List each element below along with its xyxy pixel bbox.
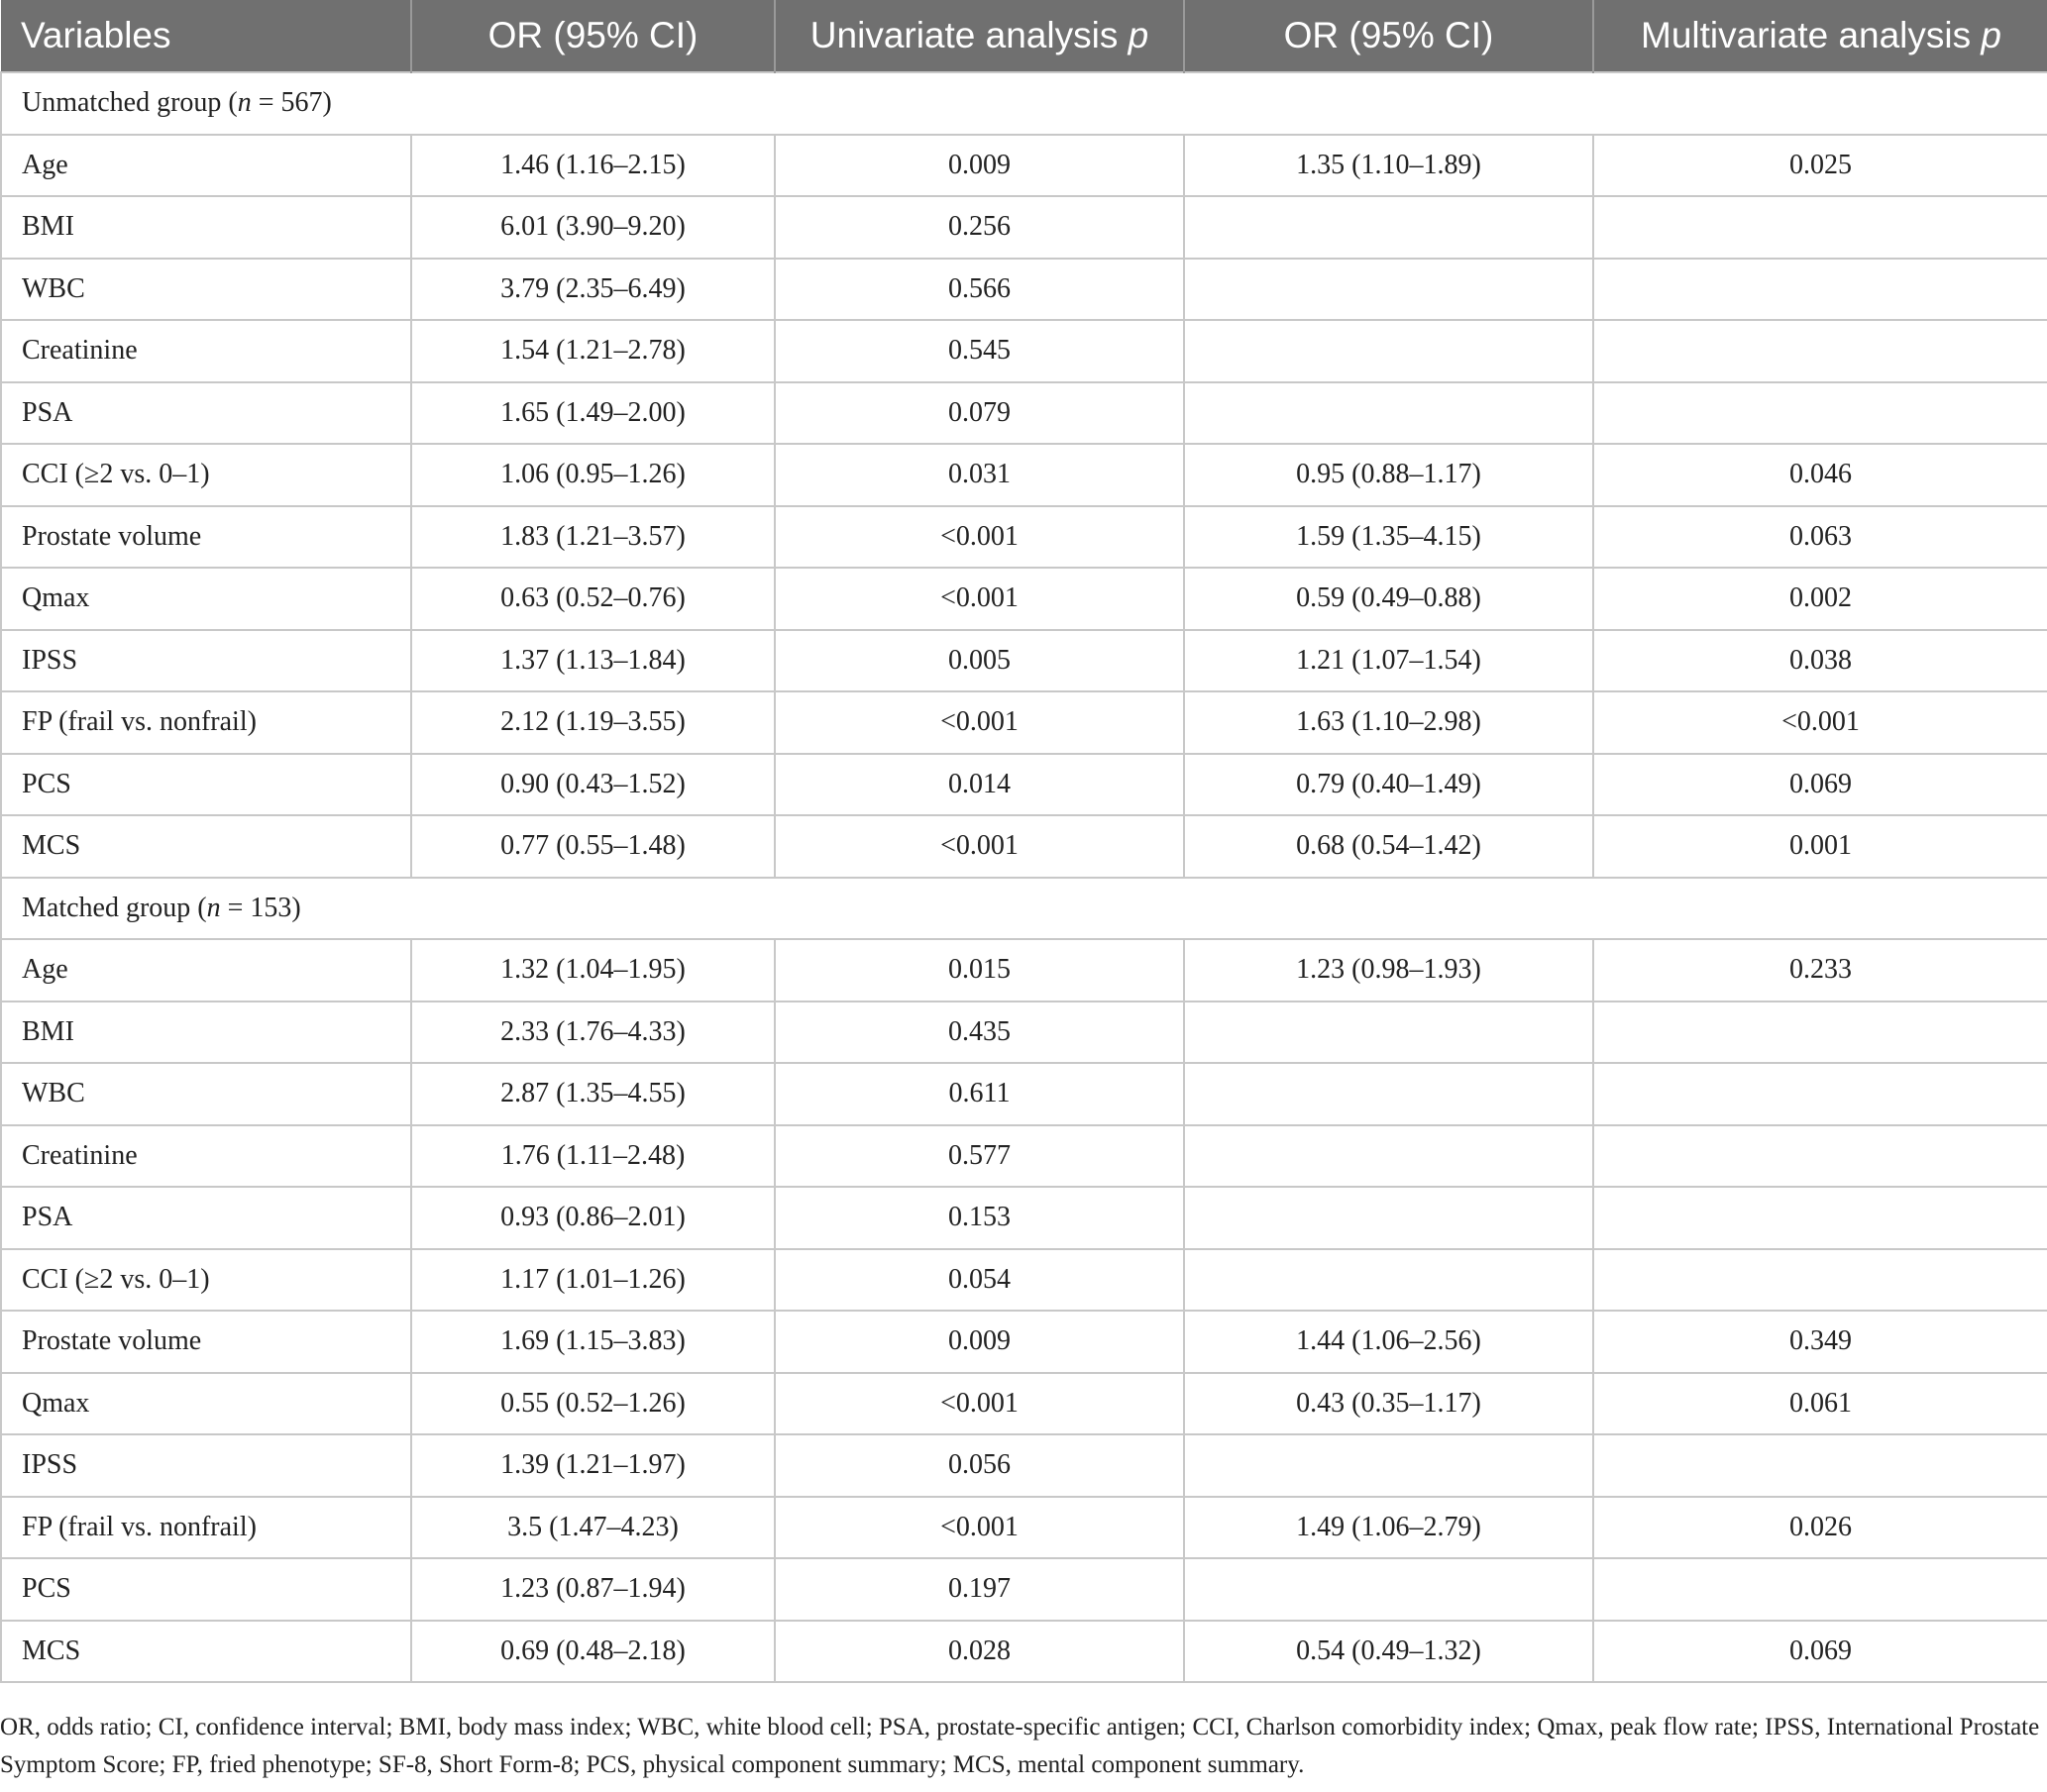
header-univariate-label: Univariate analysis [809,15,1119,55]
cell-p-multivariate: 0.025 [1593,135,2047,197]
cell-or-univariate: 1.06 (0.95–1.26) [411,444,775,506]
cell-or-multivariate [1184,1063,1593,1125]
group-label [1,72,2047,135]
cell-or-multivariate: 0.43 (0.35–1.17) [1184,1373,1593,1435]
cell-variable: Creatinine [1,1125,411,1188]
cell-variable: Creatinine [1,320,411,382]
cell-or-univariate: 0.69 (0.48–2.18) [411,1621,775,1683]
table-header [1,0,2047,72]
table-row [1,754,2047,816]
cell-p-univariate: 0.079 [775,382,1184,445]
cell-variable: Age [1,939,411,1001]
cell-p-multivariate: 0.069 [1593,754,2047,816]
cell-or-univariate: 1.69 (1.15–3.83) [411,1311,775,1373]
cell-or-univariate: 1.23 (0.87–1.94) [411,1558,775,1621]
cell-p-univariate: 0.014 [775,754,1184,816]
cell-or-multivariate: 0.54 (0.49–1.32) [1184,1621,1593,1683]
cell-or-multivariate: 0.59 (0.49–0.88) [1184,568,1593,630]
cell-p-multivariate [1593,1125,2047,1188]
cell-p-univariate: 0.015 [775,939,1184,1001]
cell-or-multivariate [1184,1249,1593,1312]
cell-or-univariate: 1.83 (1.21–3.57) [411,506,775,569]
cell-or-multivariate: 0.79 (0.40–1.49) [1184,754,1593,816]
cell-or-univariate: 3.5 (1.47–4.23) [411,1497,775,1559]
cell-or-multivariate [1184,1558,1593,1621]
cell-p-univariate: 0.056 [775,1434,1184,1497]
cell-variable: PCS [1,754,411,816]
cell-p-univariate: 0.197 [775,1558,1184,1621]
table-row [1,1125,2047,1188]
header-multivariate-p-symbol: p [1981,15,2001,55]
cell-variable: MCS [1,1621,411,1683]
cell-or-univariate: 6.01 (3.90–9.20) [411,196,775,259]
cell-p-univariate: 0.256 [775,196,1184,259]
header-row [1,0,2047,72]
cell-p-multivariate: 0.001 [1593,815,2047,878]
cell-p-univariate: 0.577 [775,1125,1184,1188]
group-header-row [1,72,2047,135]
cell-p-univariate: <0.001 [775,568,1184,630]
cell-or-univariate: 0.93 (0.86–2.01) [411,1187,775,1249]
cell-p-multivariate: 0.349 [1593,1311,2047,1373]
cell-p-univariate: <0.001 [775,691,1184,754]
cell-p-multivariate: 0.046 [1593,444,2047,506]
table-row [1,1063,2047,1125]
table-row [1,382,2047,445]
group-label-prefix: Matched group ( [22,892,207,923]
cell-p-univariate: 0.009 [775,1311,1184,1373]
cell-or-univariate: 1.46 (1.16–2.15) [411,135,775,197]
cell-variable: CCI (≥2 vs. 0–1) [1,444,411,506]
header-variables: Variables [1,0,411,72]
cell-p-univariate: <0.001 [775,1373,1184,1435]
cell-or-multivariate [1184,320,1593,382]
cell-or-multivariate: 1.21 (1.07–1.54) [1184,630,1593,692]
cell-variable: WBC [1,1063,411,1125]
table-row [1,1558,2047,1621]
cell-or-multivariate [1184,196,1593,259]
cell-or-multivariate [1184,1434,1593,1497]
cell-p-univariate: <0.001 [775,506,1184,569]
cell-or-univariate: 0.63 (0.52–0.76) [411,568,775,630]
group-label-suffix: = 153) [220,892,301,923]
cell-or-multivariate [1184,1001,1593,1064]
cell-or-multivariate: 1.35 (1.10–1.89) [1184,135,1593,197]
cell-p-multivariate: 0.026 [1593,1497,2047,1559]
cell-p-multivariate [1593,1187,2047,1249]
cell-p-multivariate: 0.063 [1593,506,2047,569]
table-row [1,1249,2047,1312]
cell-or-multivariate: 0.68 (0.54–1.42) [1184,815,1593,878]
cell-or-univariate: 3.79 (2.35–6.49) [411,259,775,321]
cell-p-multivariate [1593,1249,2047,1312]
cell-variable: IPSS [1,630,411,692]
cell-variable: MCS [1,815,411,878]
cell-p-multivariate [1593,1063,2047,1125]
table-row [1,1001,2047,1064]
header-multivariate-p [1593,0,2047,72]
table-row [1,444,2047,506]
group-label-prefix: Unmatched group ( [22,87,238,119]
table-row [1,506,2047,569]
group-label-suffix: = 567) [251,87,332,119]
cell-p-univariate: 0.054 [775,1249,1184,1312]
cell-or-univariate: 2.33 (1.76–4.33) [411,1001,775,1064]
table-body [1,72,2047,1682]
cell-p-multivariate: 0.069 [1593,1621,2047,1683]
cell-or-univariate: 0.77 (0.55–1.48) [411,815,775,878]
cell-p-multivariate [1593,382,2047,445]
cell-p-univariate: 0.611 [775,1063,1184,1125]
cell-p-univariate: 0.153 [775,1187,1184,1249]
cell-p-multivariate: 0.233 [1593,939,2047,1001]
table-row [1,630,2047,692]
cell-or-univariate: 0.55 (0.52–1.26) [411,1373,775,1435]
cell-variable: PSA [1,382,411,445]
table-row [1,1621,2047,1683]
cell-or-multivariate: 0.95 (0.88–1.17) [1184,444,1593,506]
cell-p-multivariate [1593,259,2047,321]
cell-p-univariate: 0.435 [775,1001,1184,1064]
cell-variable: Age [1,135,411,197]
cell-or-multivariate [1184,259,1593,321]
cell-variable: FP (frail vs. nonfrail) [1,691,411,754]
cell-p-univariate: 0.005 [775,630,1184,692]
cell-p-univariate: 0.028 [775,1621,1184,1683]
cell-variable: Prostate volume [1,506,411,569]
table-row [1,320,2047,382]
group-header-row [1,878,2047,940]
table-footnote: OR, odds ratio; CI, confidence interval; BMI, body mass index; WBC, white blood cell; PSA, prostate-specific antigen; CCI, Charlson comorbidity index; Qmax, peak flow rate; IPSS, International Prostate Symptom Score; FP, fried phenotype; SF-8, Short Form-8; PCS, physical component summary; MCS, mental component summary. [0,1714,2040,1778]
header-or-multivariate: OR (95% CI) [1184,0,1593,72]
cell-variable: WBC [1,259,411,321]
cell-p-univariate: 0.031 [775,444,1184,506]
cell-or-univariate: 1.65 (1.49–2.00) [411,382,775,445]
cell-variable: Prostate volume [1,1311,411,1373]
cell-or-univariate: 1.32 (1.04–1.95) [411,939,775,1001]
cell-or-univariate: 0.90 (0.43–1.52) [411,754,775,816]
table-row [1,1311,2047,1373]
header-univariate-p [775,0,1184,72]
header-multivariate-label: Multivariate analysis [1641,15,1972,55]
cell-or-multivariate [1184,382,1593,445]
cell-or-multivariate: 1.63 (1.10–2.98) [1184,691,1593,754]
table-row [1,1187,2047,1249]
cell-or-univariate: 1.39 (1.21–1.97) [411,1434,775,1497]
table-row [1,568,2047,630]
table-row [1,815,2047,878]
cell-or-multivariate [1184,1187,1593,1249]
cell-or-multivariate: 1.49 (1.06–2.79) [1184,1497,1593,1559]
cell-or-univariate: 1.76 (1.11–2.48) [411,1125,775,1188]
group-n-symbol: n [206,892,221,923]
cell-variable: Qmax [1,568,411,630]
cell-or-multivariate [1184,1125,1593,1188]
cell-variable: Qmax [1,1373,411,1435]
cell-p-multivariate: 0.002 [1593,568,2047,630]
cell-or-univariate: 1.54 (1.21–2.78) [411,320,775,382]
cell-variable: CCI (≥2 vs. 0–1) [1,1249,411,1312]
table-row [1,135,2047,197]
table-row [1,1373,2047,1435]
cell-p-multivariate: <0.001 [1593,691,2047,754]
table-row [1,691,2047,754]
cell-p-multivariate [1593,1001,2047,1064]
table-row [1,196,2047,259]
cell-variable: BMI [1,196,411,259]
cell-or-univariate: 2.87 (1.35–4.55) [411,1063,775,1125]
cell-p-multivariate: 0.061 [1593,1373,2047,1435]
table-row [1,259,2047,321]
cell-or-univariate: 2.12 (1.19–3.55) [411,691,775,754]
cell-p-multivariate: 0.038 [1593,630,2047,692]
cell-p-univariate: 0.566 [775,259,1184,321]
group-label [1,878,2047,940]
header-or-univariate: OR (95% CI) [411,0,775,72]
cell-or-univariate: 1.37 (1.13–1.84) [411,630,775,692]
cell-p-multivariate [1593,196,2047,259]
cell-p-univariate: <0.001 [775,815,1184,878]
cell-p-univariate: <0.001 [775,1497,1184,1559]
cell-p-univariate: 0.009 [775,135,1184,197]
cell-or-multivariate: 1.23 (0.98–1.93) [1184,939,1593,1001]
group-n-symbol: n [237,87,252,119]
cell-p-multivariate [1593,320,2047,382]
table-row [1,1434,2047,1497]
cell-p-multivariate [1593,1558,2047,1621]
table-row [1,939,2047,1001]
cell-or-univariate: 1.17 (1.01–1.26) [411,1249,775,1312]
cell-p-univariate: 0.545 [775,320,1184,382]
cell-variable: PCS [1,1558,411,1621]
cell-variable: BMI [1,1001,411,1064]
header-univariate-p-symbol: p [1128,15,1149,55]
table-row [1,1497,2047,1559]
cell-variable: FP (frail vs. nonfrail) [1,1497,411,1559]
cell-variable: PSA [1,1187,411,1249]
cell-variable: IPSS [1,1434,411,1497]
cell-p-multivariate [1593,1434,2047,1497]
cell-or-multivariate: 1.44 (1.06–2.56) [1184,1311,1593,1373]
cell-or-multivariate: 1.59 (1.35–4.15) [1184,506,1593,569]
